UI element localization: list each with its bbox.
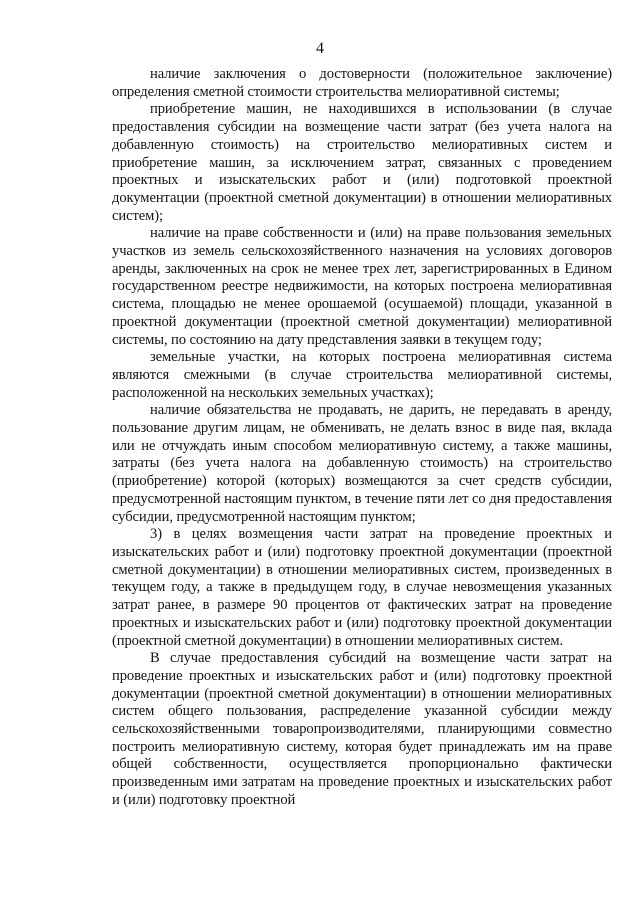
paragraph-land-ownership: наличие на праве собственности и (или) на праве пользования земельных участков из земель сельскохозяйственного назначения на условиях договоров аренды, заключенных на срок не менее трех лет, зарегистрированных в Едином государственном реестре недвижимости, на которых построена мелиоративная система, площадью не менее орошаемой (осушаемой) площади, указанной в проектной документации (проектной сметной документации) мелиоративной системы, по состоянию на дату представления заявки в текущем году; <box>112 225 612 348</box>
paragraph-adjacent-plots: земельные участки, на которых построена мелиоративная система являются смежными (в случае строительства мелиоративной системы, расположенной на нескольких земельных участках); <box>112 349 612 401</box>
paragraph-conclusion-requirement: наличие заключения о достоверности (положительное заключение) определения сметной стоимости строительства мелиоративной системы; <box>112 66 612 100</box>
paragraph-item-3-design-costs: 3) в целях возмещения части затрат на проведение проектных и изыскательских работ и (или) подготовку проектной документации (проектной сметной документации) в отношении мелиоративных систем, произведенных в текущем году, а также в предыдущем году, в случае невозмещения указанных затрат ранее, в размере 90 процентов от фактических затрат на проведение проектных и изыскательских работ и (или) подготовку проектной документации (проектной сметной документации) в отношении мелиоративных систем. <box>112 526 612 649</box>
paragraph-machine-purchase: приобретение машин, не находившихся в использовании (в случае предоставления субсидии на возмещение части затрат (без учета налога на добавленную стоимость) на строительство мелиоративных систем и приобретение машин, за исключением затрат, связанных с проведением проектных и изыскательских работ и (или) подготовкой проектной документации (проектной сметной документации) в отношении мелиоративных систем); <box>112 101 612 224</box>
paragraph-non-alienation-obligation: наличие обязательства не продавать, не дарить, не передавать в аренду, пользование другим лицам, не обменивать, не делать взнос в виде пая, вклада или не отчуждать иным способом мелиоративную систему, а также машины, затраты (без учета налога на добавленную стоимость) на строительство (приобретение) которой (которых) возмещаются за счет средств субсидии, предусмотренной настоящим пунктом, в течение пяти лет со дня предоставления субсидии, предусмотренной настоящим пунктом; <box>112 402 612 525</box>
paragraph-subsidy-distribution: В случае предоставления субсидий на возмещение части затрат на проведение проектных и изыскательских работ и (или) подготовку проектной документации (проектной сметной документации) в отношении мелиоративных систем общего пользования, распределение указанной субсидии между сельскохозяйственными товаропроизводителями, планирующими совместно построить мелиоративную систему, которая будет принадлежать им на праве общей собственности, осуществляется пропорционально фактически произведенным ими затратам на проведение проектных и изыскательских работ и (или) подготовку проектной <box>112 650 612 808</box>
page-number: 4 <box>316 40 324 57</box>
document-body <box>112 66 612 810</box>
